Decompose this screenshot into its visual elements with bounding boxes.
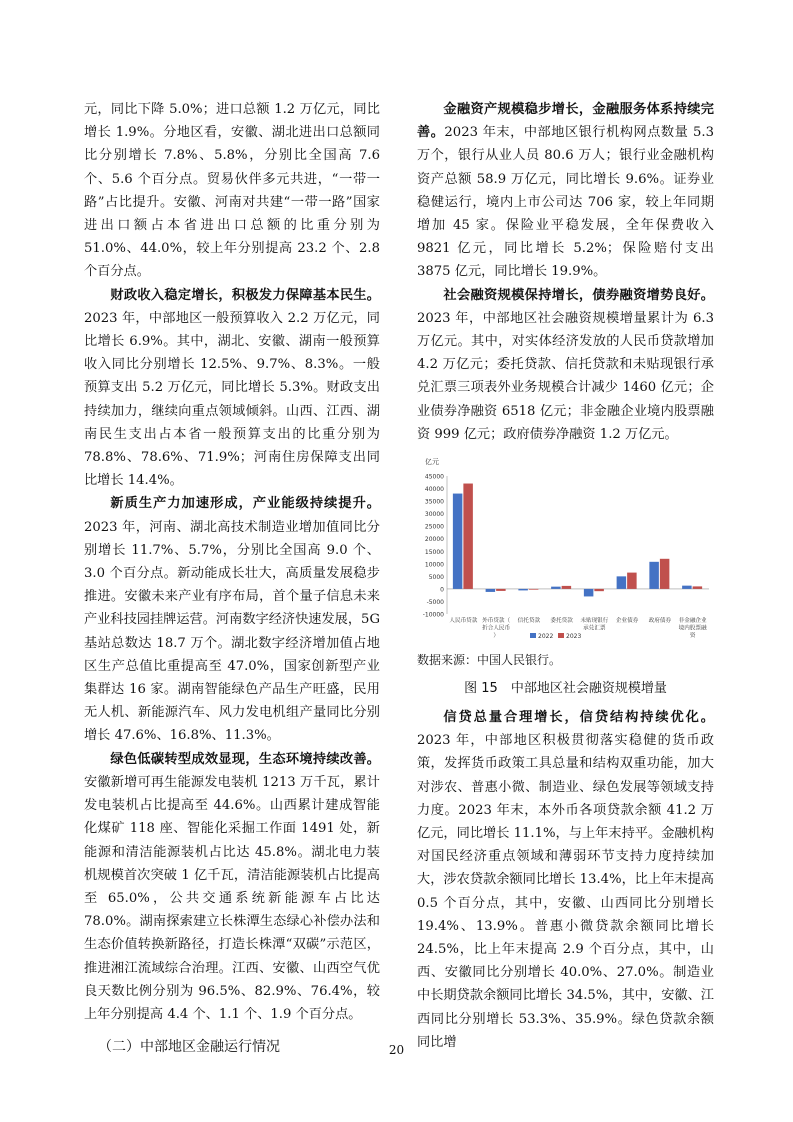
y-axis-label: 亿元 — [425, 458, 439, 467]
y-tick-label: 5000 — [428, 573, 444, 581]
x-tick-label: 非金融企业 — [678, 618, 707, 625]
chart-social-financing — [417, 454, 714, 644]
paragraph-social-financing-heading: 社会融资规模保持增长，债券融资增势良好。 — [443, 287, 714, 303]
x-tick-label: 未贴现银行 — [580, 618, 609, 625]
y-tick-label: 25000 — [424, 523, 444, 531]
bar-2023 — [529, 589, 539, 590]
bar-2023 — [562, 586, 572, 589]
y-tick-label: 35000 — [424, 498, 444, 506]
y-tick-label: 30000 — [424, 511, 444, 519]
bar-2022 — [682, 586, 692, 589]
y-tick-label: -5000 — [426, 599, 444, 607]
bar-2022 — [551, 587, 561, 589]
x-tick-label: 企业债券 — [615, 618, 639, 625]
legend-label-2023: 2023 — [566, 633, 582, 641]
paragraph-fiscal-body: 2023 年，中部地区一般预算收入 2.2 万亿元，同比增长 6.9%。其中，湖北、安徽、湖南一般预算收入同比分别增长 12.5%、9.7%、8.3%。一般预算支出 5.2 万亿元，同比增长 5.3%。财政支出持续加力，继续向重点领域倾斜。山西、江西、湖南民生支出占本省一般预算支出的比重分别为 78.8%、78.6%、71.9%；河南住房保障支出同比增长 14.4%。 — [84, 310, 380, 489]
y-tick-label: -10000 — [422, 611, 444, 619]
paragraph-credit-body: 2023 年，中部地区积极贯彻落实稳健的货币政策，发挥货币政策工具总量和结构双重功能，加大对涉农、普惠小微、制造业、绿色发展等领域支持力度。2023 年末，本外币各项贷款余额 41.2 万亿元，同比增长 11.1%，与上年末持平。金融机构对国民经济重点领域和薄弱环节支持力度持续加大，涉农贷款余额同比增长 13.4%，比上年末提高 0.5 个百分点，其中，安徽、山西同比分别增长 19.4%、13.9%。普惠小微贷款余额同比增长 24.5%，比上年末提高 2.9 个百分点，其中，山西、安徽同比分别增长 40.0%、27.0%。制造业中长期贷款余额同比增长 34.5%，其中，安徽、江西同比分别增长 53.3%、35.9%。绿色贷款余额同比增 — [417, 733, 714, 1050]
bar-2023 — [496, 589, 506, 591]
x-tick-label: 人民币贷款 — [449, 618, 478, 625]
bar-2023 — [660, 559, 670, 589]
y-tick-label: 45000 — [424, 473, 444, 481]
legend-label-2022: 2022 — [538, 633, 554, 641]
left-column — [84, 98, 380, 1060]
paragraph-financial-assets-body: 2023 年末，中部地区银行机构网点数量 5.3 万个，银行从业人员 80.6 万人；银行业金融机构资产总额 58.9 万亿元，同比增长 9.6%。证券业稳健运行，境内上市公司达 706 家，较上年同期增加 45 家。保险业平稳发展，全年保费收入 9821 亿元，同比增长 5.2%；保险赔付支出 3875 亿元，同比增长 19.9%。 — [417, 125, 715, 280]
x-tick-label: ） — [493, 633, 499, 640]
x-tick-label: 外币贷款（ — [482, 618, 511, 625]
bar-2023 — [693, 586, 703, 589]
x-tick-label: 政府债券 — [648, 618, 672, 625]
x-tick-label: 委托贷款 — [550, 618, 573, 625]
y-tick-label: 15000 — [424, 548, 444, 556]
paragraph-green-heading: 绿色低碳转型成效显现，生态环境持续改善。 — [110, 751, 380, 767]
bar-2022 — [486, 589, 496, 592]
y-tick-label: 10000 — [424, 561, 444, 569]
legend-swatch-2023 — [558, 633, 564, 638]
bar-2023 — [627, 573, 637, 589]
bar-2022 — [584, 589, 594, 597]
y-tick-label: 20000 — [424, 536, 444, 544]
y-tick-label: 0 — [440, 586, 444, 594]
x-tick-label: 信托贷款 — [517, 618, 541, 625]
x-tick-label: 境内股票融 — [678, 625, 707, 632]
page-number: 20 — [388, 1043, 405, 1057]
bar-2022 — [617, 576, 627, 589]
paragraph-credit — [417, 706, 714, 1054]
paragraph-trade: 元，同比下降 5.0%；进口总额 1.2 万亿元，同比增长 1.9%。分地区看，安徽、湖北进出口总额同比分别增长 7.8%、5.8%，分别比全国高 7.6 个、5.6 个百分点。贸易伙伴多元共进，“一带一路”占比提升。安徽、河南对共建“一带一路”国家进出口额占本省进出口总额的比重分别为 51.0%、44.0%，较上年分别提高 23.2 个、2.8 个百分点。 — [84, 102, 380, 280]
paragraph-social-financing-body: 2023 年，中部地区社会融资规模增量累计为 6.3 万亿元。其中，对实体经济发放的人民币贷款增加 4.2 万亿元；委托贷款、信托贷款和未贴现银行承兑汇票三项表外业务规模合计减少 1460 亿元；企业债券净融资 6518 亿元；非金融企业境内股票融资 999 亿元；政府债券净融资 1.2 万亿元。 — [417, 310, 714, 442]
paragraph-credit-heading: 信贷总量合理增长，信贷结构持续优化。 — [443, 710, 714, 726]
paragraph-fiscal-heading: 财政收入稳定增长，积极发力保障基本民生。 — [110, 287, 380, 303]
paragraph-productivity-heading: 新质生产力加速形成，产业能级持续提升。 — [110, 496, 380, 512]
x-tick-label: 承兑汇票 — [583, 625, 606, 632]
right-column — [417, 98, 714, 1054]
paragraph-productivity — [84, 492, 380, 747]
section-heading: （二）中部地区金融运行情况 — [98, 1039, 280, 1056]
legend-swatch-2022 — [530, 633, 536, 638]
paragraph-financial-assets-heading: 金融资产规模稳步增长，金融服务体系持续完善。 — [417, 102, 714, 141]
bar-2022 — [649, 562, 659, 589]
y-tick-label: 40000 — [424, 486, 444, 494]
paragraph-financial-assets — [417, 98, 714, 284]
paragraph-green-body: 安徽新增可再生能源发电装机 1213 万千瓦，累计发电装机占比提高至 44.6%。山西累计建成智能化煤矿 118 座、智能化采掘工作面 1491 处，新能源和清洁能源装机占比达 45.8%。湖北电力装机规模首次突破 1 亿千瓦，清洁能源装机占比提高至 65.0%，公共交通系统新能源车占比达 78.0%。湖南探索建立长株潭生态绿心补偿办法和生态价值转换新路径，打造长株潭“双碳”示范区，推进湘江流域综合治理。江西、安徽、山西空气优良天数比例分别为 96.5%、82.9%、76.4%，较上年分别提高 4.4 个、1.1 个、1.9 个百分点。 — [84, 774, 380, 1022]
bar-2022 — [518, 589, 528, 591]
chart-svg — [417, 454, 714, 644]
paragraph-fiscal — [84, 284, 380, 493]
bar-2022 — [453, 494, 463, 589]
bar-2023 — [463, 484, 473, 589]
paragraph-social-financing — [417, 284, 714, 446]
x-tick-label: 折合人民币 — [482, 625, 511, 632]
paragraph-productivity-body: 2023 年，河南、湖北高技术制造业增加值同比分别增长 11.7%、5.7%，分别比全国高 9.0 个、3.0 个百分点。新动能成长壮大，高质量发展稳步推进。安徽未来产业有序布局，首个量子信息未来产业科技园挂牌运营。河南数字经济快速发展，5G 基站总数达 18.7 万个。湖北数字经济增加值占地区生产总值比重提高至 47.0%，国家创新型产业集群达 16 家。湖南智能绿色产品生产旺盛，民用无人机、新能源汽车、风力发电机组产量同比分别增长 47.6%、16.8%、11.3%。 — [84, 519, 380, 744]
bar-2023 — [594, 589, 604, 591]
x-tick-label: 资 — [689, 633, 696, 640]
figure-caption: 图 15 中部地区社会融资规模增量 — [464, 681, 667, 697]
figure-source: 数据来源：中国人民银行。 — [417, 653, 562, 668]
paragraph-green — [84, 748, 380, 1026]
